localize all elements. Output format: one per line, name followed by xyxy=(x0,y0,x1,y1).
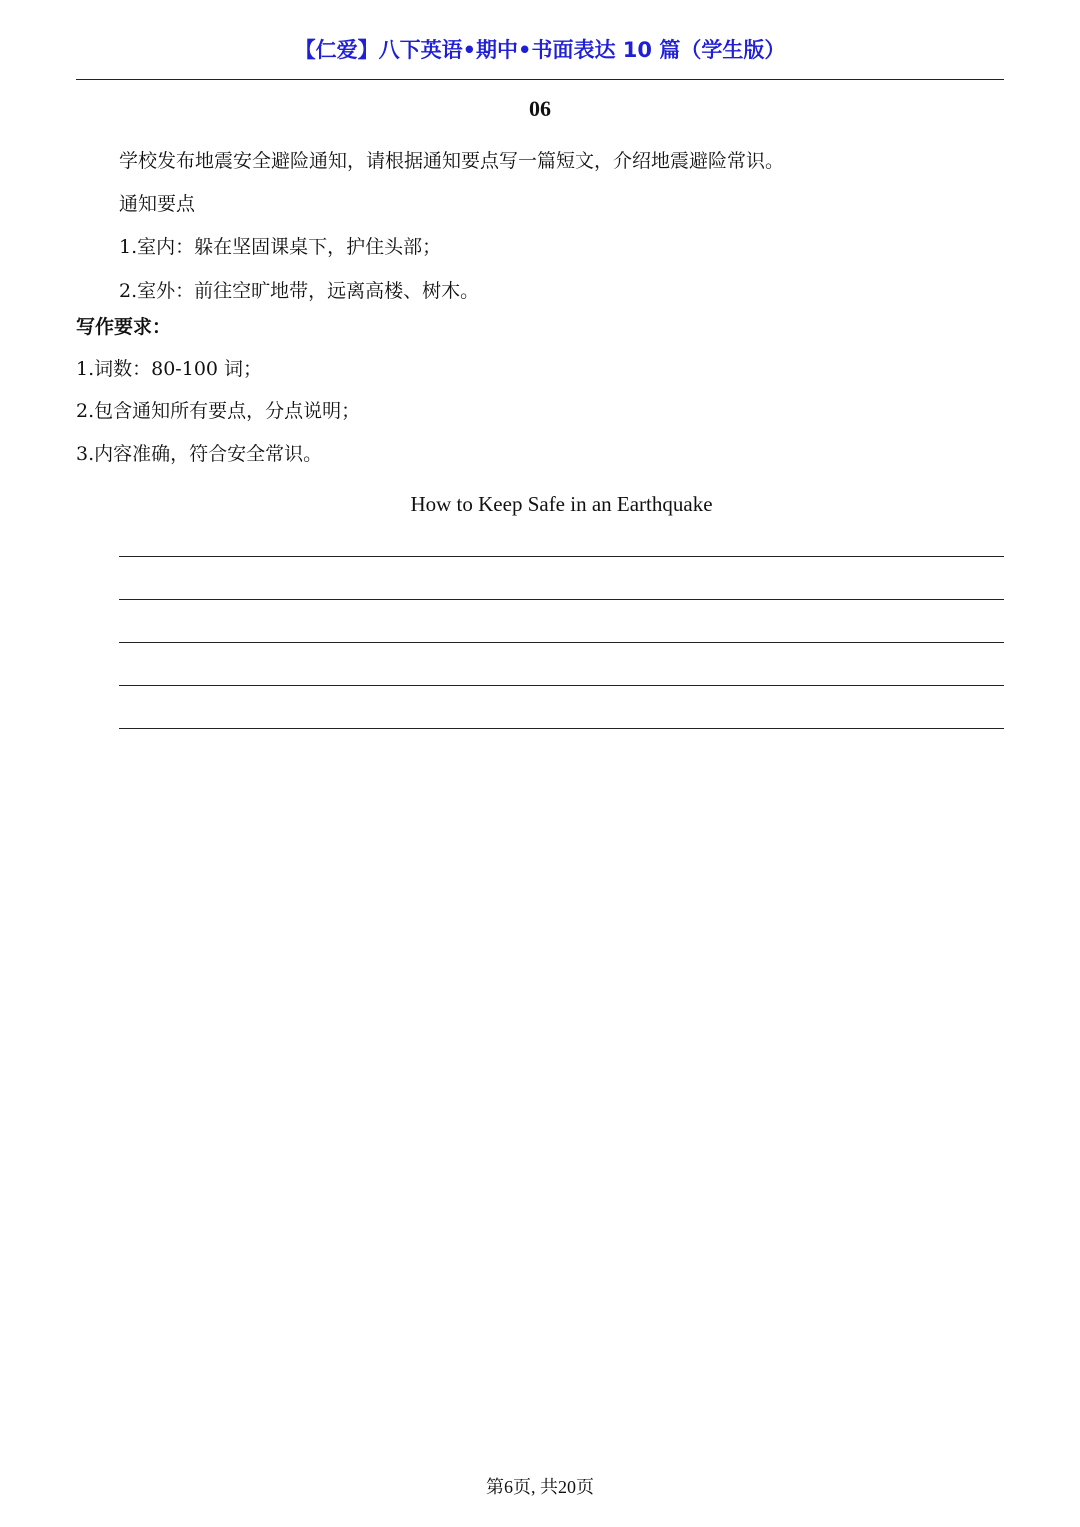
answer-line xyxy=(119,642,1004,643)
section-number: 06 xyxy=(529,96,551,121)
requirement-item-points: 2.包含通知所有要点，分点说明； xyxy=(76,400,361,422)
header-divider xyxy=(76,79,1004,80)
notice-heading: 通知要点 xyxy=(119,193,196,215)
requirements-heading: 写作要求： xyxy=(76,316,172,338)
notice-point-outdoor: 2.室外：前往空旷地带，远离高楼、树木。 xyxy=(119,280,480,302)
requirement-item-word-count: 1.词数：80-100 词； xyxy=(76,358,263,380)
essay-title: How to Keep Safe in an Earthquake xyxy=(410,492,713,516)
answer-line xyxy=(119,556,1004,557)
page-number-footer: 第6页, 共20页 xyxy=(486,1477,594,1497)
answer-line xyxy=(119,728,1004,729)
requirement-item-accuracy: 3.内容准确，符合安全常识。 xyxy=(76,443,323,465)
prompt-intro: 学校发布地震安全避险通知，请根据通知要点写一篇短文，介绍地震避险常识。 xyxy=(119,150,785,172)
document-header-title: 【仁爱】八下英语•期中•书面表达 10 篇（学生版） xyxy=(294,38,786,62)
answer-line xyxy=(119,685,1004,686)
notice-point-indoor: 1.室内：躲在坚固课桌下，护住头部； xyxy=(119,236,442,258)
answer-line xyxy=(119,599,1004,600)
